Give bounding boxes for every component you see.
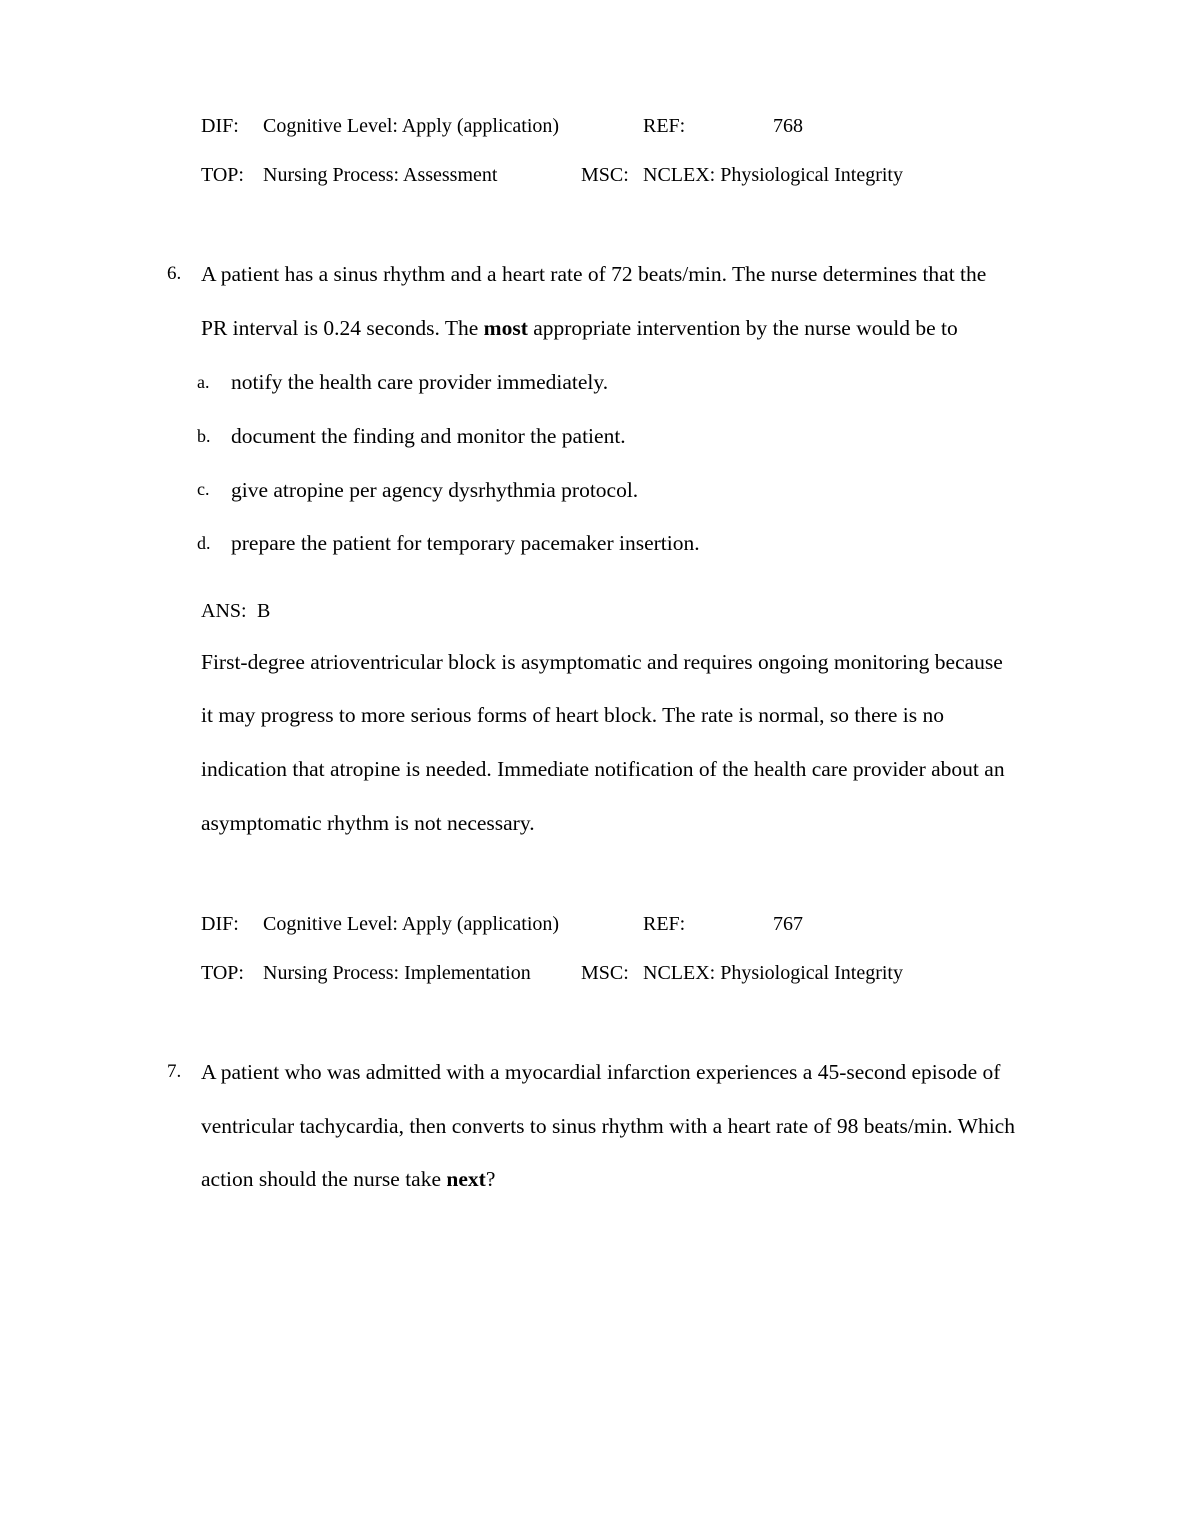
option-letter-b: b. (197, 426, 211, 446)
option-b-text: document the finding and monitor the patient. (231, 424, 626, 448)
top-value: Nursing Process: Implementation (263, 962, 531, 984)
option-c-text: give atropine per agency dysrhythmia protocol. (231, 478, 639, 502)
question-number: 7. (167, 1061, 182, 1082)
option-letter-d: d. (197, 533, 211, 553)
emphasis-most: most (483, 316, 528, 340)
rationale-line: asymptomatic rhythm is not necessary. (201, 811, 535, 835)
dif-label: DIF: (201, 115, 239, 137)
msc-value: NCLEX: Physiological Integrity (643, 962, 903, 984)
rationale-line: First-degree atrioventricular block is asymptomatic and requires ongoing monitoring because (201, 650, 1003, 674)
dif-value: Cognitive Level: Apply (application) (263, 913, 560, 935)
rationale-line: indication that atropine is needed. Immediate notification of the health care provider about an (201, 757, 1005, 781)
rationale-line: it may progress to more serious forms of heart block. The rate is normal, so there is no (201, 703, 944, 727)
dif-label: DIF: (201, 913, 239, 935)
question-stem-line: PR interval is 0.24 seconds. The most appropriate intervention by the nurse would be to (201, 316, 958, 340)
top-label: TOP: (201, 164, 244, 186)
ref-value: 767 (773, 913, 803, 935)
top-value: Nursing Process: Assessment (263, 164, 498, 186)
question-stem-line: A patient has a sinus rhythm and a heart rate of 72 beats/min. The nurse determines that the (201, 262, 987, 286)
question-stem-line: ventricular tachycardia, then converts to sinus rhythm with a heart rate of 98 beats/min. Which (201, 1114, 1015, 1138)
msc-value: NCLEX: Physiological Integrity (643, 164, 903, 186)
option-letter-a: a. (197, 372, 210, 392)
answer-value: B (257, 600, 271, 622)
option-a-text: notify the health care provider immediately. (231, 370, 609, 394)
msc-label: MSC: (581, 962, 629, 984)
top-label: TOP: (201, 962, 244, 984)
question-number: 6. (167, 263, 182, 284)
option-letter-c: c. (197, 479, 210, 499)
option-d-text: prepare the patient for temporary pacemaker insertion. (231, 531, 700, 555)
ref-label: REF: (643, 115, 686, 137)
emphasis-next: next (446, 1167, 486, 1191)
question-stem-line: A patient who was admitted with a myocardial infarction experiences a 45-second episode of (201, 1060, 1001, 1084)
ref-value: 768 (773, 115, 803, 137)
ref-label: REF: (643, 913, 686, 935)
question-stem-line: action should the nurse take next? (201, 1167, 496, 1191)
dif-value: Cognitive Level: Apply (application) (263, 115, 560, 137)
answer-label: ANS: (201, 600, 247, 622)
msc-label: MSC: (581, 164, 629, 186)
